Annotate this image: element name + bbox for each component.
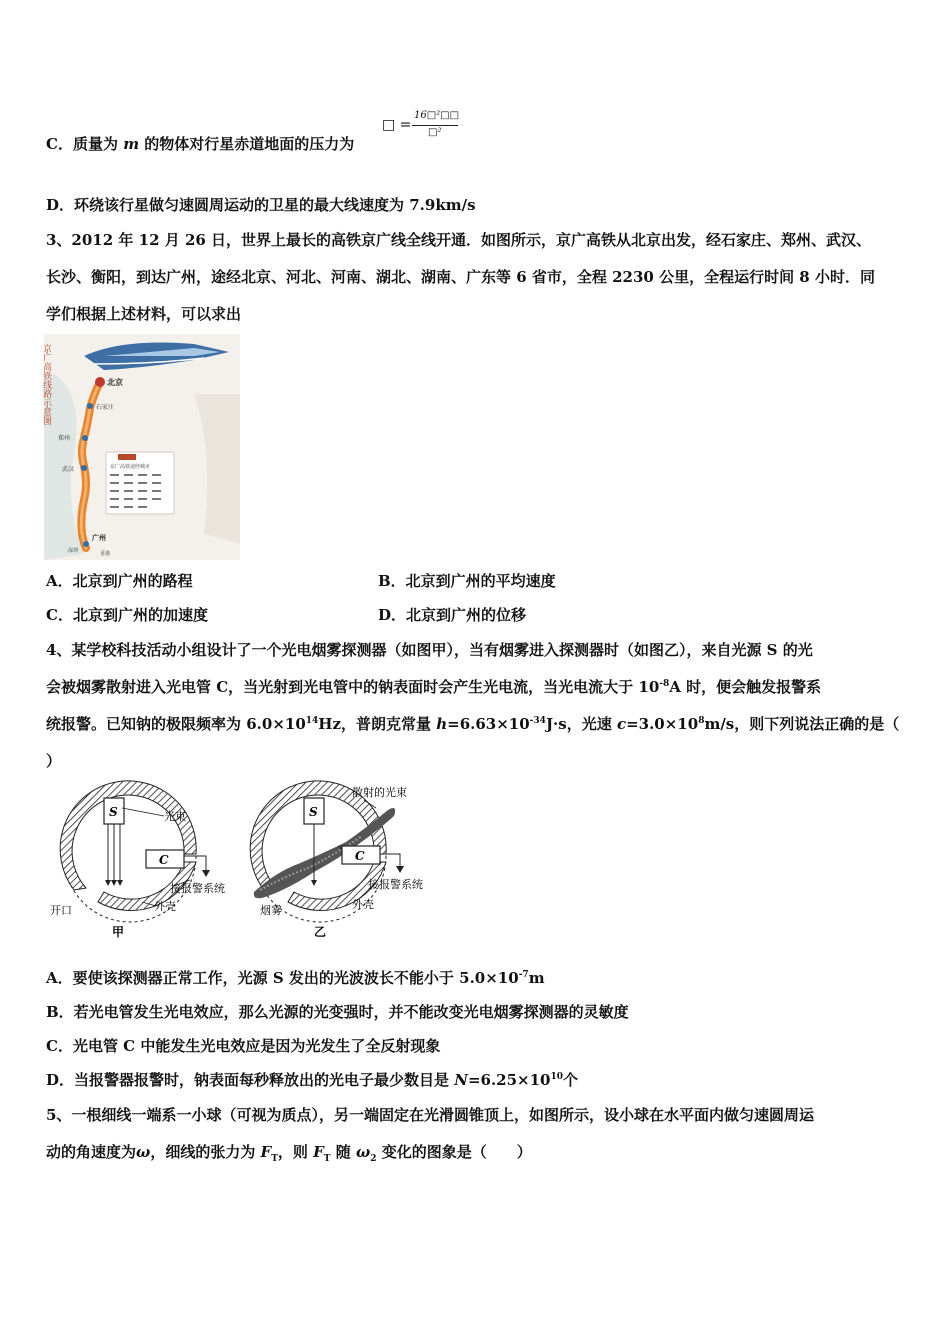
svg-text:外壳: 外壳 xyxy=(154,900,176,913)
q4-stem-line-1: 4、某学校科技活动小组设计了一个光电烟雾探测器（如图甲），当有烟雾进入探测器时（如图乙），来自光源 S 的光 xyxy=(46,641,813,659)
q3-stem-line-3: 学们根据上述材料，可以求出 xyxy=(46,305,242,323)
svg-text:开口: 开口 xyxy=(50,904,72,917)
q4-stem-line-3: 统报警。已知钠的极限频率为 $6.0\times 10^{14}Hz$，普朗克常量 $h=6.63\times 10^{-34}J\cdot s$，光速 $c=3.0\times 10^8m/s$，则下列说法正确的是（ xyxy=(46,715,900,733)
svg-text:C: C xyxy=(355,849,365,863)
q2-option-c-formula: □ = 16□²□□ □² xyxy=(382,110,460,138)
q5-stem-line-1: 5、一根细线一端系一小球（可视为质点），另一端固定在光滑圆锥顶上，如图所示，设小球在水平面内做匀速圆周运 xyxy=(46,1106,814,1124)
q4-option-d: D．当报警器报警时，钠表面每秒释放出的光电子最少数目是 $N=6.25\times 10^{10}$个 xyxy=(46,1071,579,1089)
map-city-wuhan: 武汉 xyxy=(62,466,75,473)
q3-option-d: D．北京到广州的位移 xyxy=(378,606,527,624)
q3-option-a: A．北京到广州的路程 xyxy=(46,572,193,590)
q3-stem-line-1: 3、2012 年 12 月 26 日，世界上最长的高铁京广线全线开通．如图所示，京广高铁从北京出发，经石家庄、郑州、武汉、 xyxy=(46,231,872,249)
smoke-detector-figure xyxy=(46,780,446,942)
map-city-guangzhou: 广州 xyxy=(92,534,106,542)
q3-stem-line-2: 长沙、衡阳，到达广州，途经北京、河北、河南、湖北、湖南、广东等 6 省市，全程 2230 公里，全程运行时间 8 小时．同 xyxy=(46,268,875,286)
svg-text:烟雾: 烟雾 xyxy=(260,904,282,917)
svg-text:接报警系统: 接报警系统 xyxy=(170,882,225,895)
svg-text:光束: 光束 xyxy=(164,810,186,823)
svg-text:甲: 甲 xyxy=(112,925,125,939)
svg-text:乙: 乙 xyxy=(314,925,327,939)
map-city-shijiazhuang: 石家庄 xyxy=(96,404,115,411)
svg-text:C: C xyxy=(159,853,169,867)
q3-option-c: C．北京到广州的加速度 xyxy=(46,606,208,624)
q4-option-c: C．光电管 C 中能发生光电效应是因为光发生了全反射现象 xyxy=(46,1037,441,1055)
map-legend-title: 京广高铁途经城市 xyxy=(110,464,151,470)
map-city-zhengzhou: 郑州 xyxy=(58,435,71,442)
map-side-title: 京广高铁线路示意图 xyxy=(41,344,51,425)
q4-stem-line-2: 会被烟雾散射进入光电管 C，当光射到光电管中的钠表面时会产生光电流，当光电流大于 $10^{-8}A$ 时，便会触发报警系 xyxy=(46,678,822,696)
beijing-marker xyxy=(95,377,105,387)
q2-option-c: C．质量为 m 的物体对行星赤道地面的压力为 xyxy=(46,135,355,153)
svg-text:散射的光束: 散射的光束 xyxy=(352,786,407,799)
svg-text:S: S xyxy=(309,805,318,819)
q4-option-b: B．若光电管发生光电效应，那么光源的光变强时，并不能改变光电烟雾探测器的灵敏度 xyxy=(46,1003,629,1021)
q2-option-d: D．环绕该行星做匀速圆周运动的卫星的最大线速度为 7.9km/s xyxy=(46,196,476,214)
q5-stem-line-2: 动的角速度为ω，细线的张力为 $F_T$，则 $F_T$ 随 $\omega_2$ 变化的图象是（ ） xyxy=(46,1143,532,1164)
q4-stem-line-4: ） xyxy=(46,752,62,770)
q3-option-b: B．北京到广州的平均速度 xyxy=(378,572,556,590)
svg-text:接报警系统: 接报警系统 xyxy=(368,878,423,891)
q4-option-a: A．要使该探测器正常工作，光源 S 发出的光波波长不能小于 $5.0\times 10^{-7}m$ xyxy=(46,969,545,987)
map-city-beijing: 北京 xyxy=(107,378,123,387)
map-city-hongkong: 香港 xyxy=(100,551,111,557)
map-city-shenzhen: 深圳 xyxy=(68,548,79,554)
detector-figure-jia xyxy=(50,781,225,939)
svg-text:外壳: 外壳 xyxy=(352,898,374,911)
svg-text:S: S xyxy=(109,805,118,819)
detector-figure-yi xyxy=(250,781,423,939)
railway-map-figure xyxy=(41,334,240,560)
